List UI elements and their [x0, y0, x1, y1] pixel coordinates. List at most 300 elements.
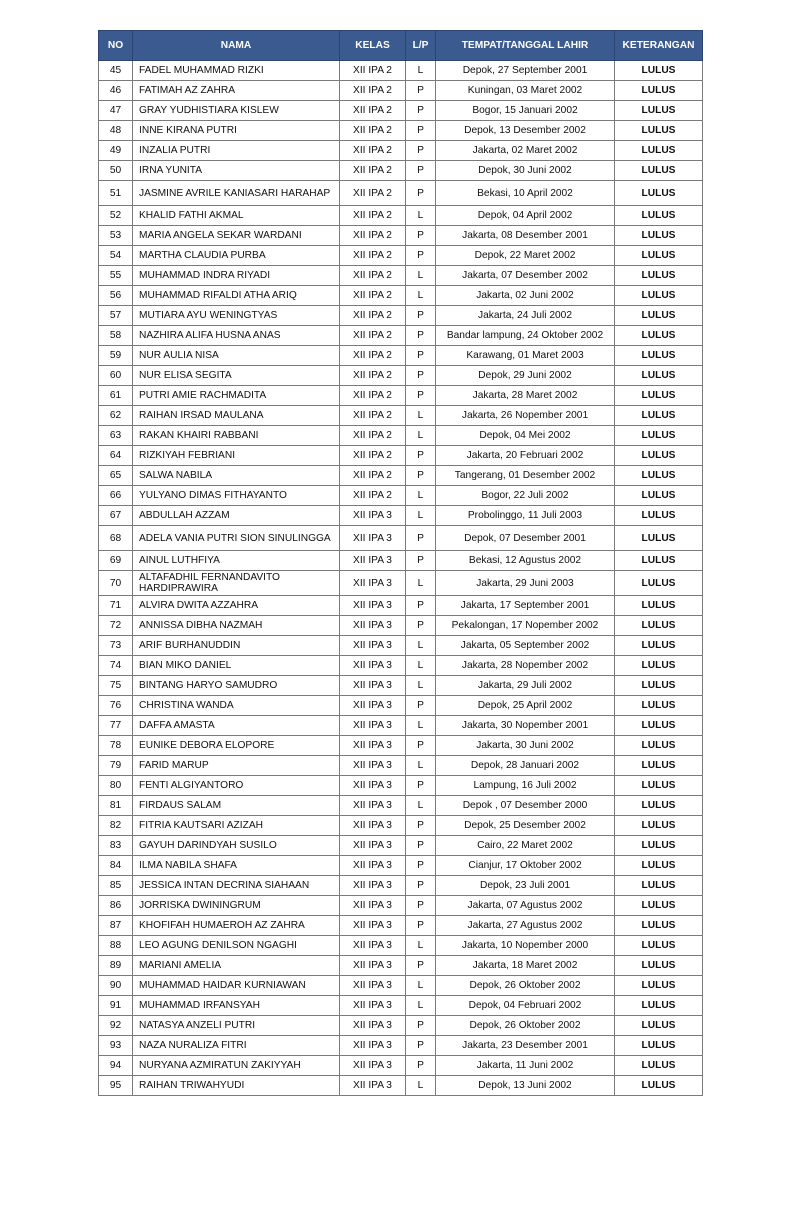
- table-row: [99, 326, 703, 346]
- cell-keterangan: LULUS: [615, 266, 703, 286]
- cell-tempat-tanggal-lahir: Depok, 25 April 2002: [436, 696, 615, 716]
- table-row: [99, 286, 703, 306]
- cell-tempat-tanggal-lahir: Jakarta, 26 Nopember 2001: [436, 406, 615, 426]
- cell-lp: L: [406, 61, 436, 81]
- header-no: NO: [99, 31, 133, 61]
- cell-kelas: XII IPA 3: [340, 656, 406, 676]
- cell-tempat-tanggal-lahir: Depok, 29 Juni 2002: [436, 366, 615, 386]
- cell-nama: EUNIKE DEBORA ELOPORE: [133, 736, 340, 756]
- cell-keterangan: LULUS: [615, 736, 703, 756]
- cell-kelas: XII IPA 3: [340, 736, 406, 756]
- cell-no: 45: [99, 61, 133, 81]
- cell-no: 64: [99, 446, 133, 466]
- cell-kelas: XII IPA 2: [340, 286, 406, 306]
- cell-lp: L: [406, 571, 436, 596]
- cell-keterangan: LULUS: [615, 696, 703, 716]
- cell-nama: DAFFA AMASTA: [133, 716, 340, 736]
- cell-no: 84: [99, 856, 133, 876]
- cell-nama: BIAN MIKO DANIEL: [133, 656, 340, 676]
- cell-keterangan: LULUS: [615, 346, 703, 366]
- header-lp: L/P: [406, 31, 436, 61]
- cell-nama: AINUL LUTHFIYA: [133, 551, 340, 571]
- cell-tempat-tanggal-lahir: Jakarta, 10 Nopember 2000: [436, 936, 615, 956]
- cell-keterangan: LULUS: [615, 616, 703, 636]
- cell-no: 88: [99, 936, 133, 956]
- cell-lp: P: [406, 386, 436, 406]
- cell-kelas: XII IPA 2: [340, 141, 406, 161]
- table-row: [99, 776, 703, 796]
- cell-lp: P: [406, 346, 436, 366]
- cell-keterangan: LULUS: [615, 326, 703, 346]
- cell-keterangan: LULUS: [615, 656, 703, 676]
- cell-kelas: XII IPA 3: [340, 756, 406, 776]
- table-row: [99, 386, 703, 406]
- cell-kelas: XII IPA 2: [340, 206, 406, 226]
- cell-kelas: XII IPA 3: [340, 526, 406, 551]
- cell-no: 79: [99, 756, 133, 776]
- cell-keterangan: LULUS: [615, 121, 703, 141]
- cell-tempat-tanggal-lahir: Depok, 22 Maret 2002: [436, 246, 615, 266]
- cell-keterangan: LULUS: [615, 101, 703, 121]
- table-row: [99, 181, 703, 206]
- cell-lp: P: [406, 366, 436, 386]
- cell-no: 61: [99, 386, 133, 406]
- cell-no: 76: [99, 696, 133, 716]
- cell-lp: P: [406, 876, 436, 896]
- cell-lp: P: [406, 736, 436, 756]
- cell-nama: GRAY YUDHISTIARA KISLEW: [133, 101, 340, 121]
- cell-kelas: XII IPA 2: [340, 386, 406, 406]
- cell-keterangan: LULUS: [615, 526, 703, 551]
- cell-tempat-tanggal-lahir: Karawang, 01 Maret 2003: [436, 346, 615, 366]
- cell-tempat-tanggal-lahir: Depok, 26 Oktober 2002: [436, 976, 615, 996]
- cell-nama: NAZA NURALIZA FITRI: [133, 1036, 340, 1056]
- cell-lp: L: [406, 756, 436, 776]
- cell-no: 86: [99, 896, 133, 916]
- cell-lp: P: [406, 81, 436, 101]
- cell-nama: PUTRI AMIE RACHMADITA: [133, 386, 340, 406]
- cell-no: 57: [99, 306, 133, 326]
- cell-tempat-tanggal-lahir: Jakarta, 27 Agustus 2002: [436, 916, 615, 936]
- cell-nama: NAZHIRA ALIFA HUSNA ANAS: [133, 326, 340, 346]
- cell-no: 82: [99, 816, 133, 836]
- cell-kelas: XII IPA 3: [340, 916, 406, 936]
- cell-lp: P: [406, 226, 436, 246]
- cell-keterangan: LULUS: [615, 996, 703, 1016]
- cell-keterangan: LULUS: [615, 181, 703, 206]
- cell-nama: KHALID FATHI AKMAL: [133, 206, 340, 226]
- cell-lp: P: [406, 101, 436, 121]
- cell-tempat-tanggal-lahir: Bogor, 15 Januari 2002: [436, 101, 615, 121]
- cell-nama: FENTI ALGIYANTORO: [133, 776, 340, 796]
- cell-lp: P: [406, 526, 436, 551]
- graduation-table: [98, 30, 703, 1096]
- table-row: [99, 506, 703, 526]
- cell-kelas: XII IPA 3: [340, 856, 406, 876]
- cell-tempat-tanggal-lahir: Jakarta, 28 Nopember 2002: [436, 656, 615, 676]
- cell-keterangan: LULUS: [615, 141, 703, 161]
- cell-kelas: XII IPA 3: [340, 1076, 406, 1096]
- cell-lp: P: [406, 856, 436, 876]
- cell-kelas: XII IPA 2: [340, 426, 406, 446]
- cell-kelas: XII IPA 3: [340, 956, 406, 976]
- cell-no: 73: [99, 636, 133, 656]
- table-row: [99, 101, 703, 121]
- cell-no: 59: [99, 346, 133, 366]
- cell-nama: FADEL MUHAMMAD RIZKI: [133, 61, 340, 81]
- table-row: [99, 551, 703, 571]
- cell-tempat-tanggal-lahir: Depok, 28 Januari 2002: [436, 756, 615, 776]
- cell-no: 83: [99, 836, 133, 856]
- cell-nama: JESSICA INTAN DECRINA SIAHAAN: [133, 876, 340, 896]
- cell-kelas: XII IPA 3: [340, 936, 406, 956]
- cell-lp: L: [406, 996, 436, 1016]
- cell-keterangan: LULUS: [615, 81, 703, 101]
- cell-keterangan: LULUS: [615, 446, 703, 466]
- cell-kelas: XII IPA 3: [340, 551, 406, 571]
- cell-tempat-tanggal-lahir: Jakarta, 07 Agustus 2002: [436, 896, 615, 916]
- cell-nama: ANNISSA DIBHA NAZMAH: [133, 616, 340, 636]
- cell-lp: L: [406, 936, 436, 956]
- cell-kelas: XII IPA 3: [340, 816, 406, 836]
- table-row: [99, 816, 703, 836]
- cell-keterangan: LULUS: [615, 976, 703, 996]
- cell-nama: SALWA NABILA: [133, 466, 340, 486]
- table-row: [99, 836, 703, 856]
- cell-tempat-tanggal-lahir: Bekasi, 12 Agustus 2002: [436, 551, 615, 571]
- cell-no: 52: [99, 206, 133, 226]
- cell-tempat-tanggal-lahir: Jakarta, 02 Maret 2002: [436, 141, 615, 161]
- table-row: [99, 796, 703, 816]
- cell-no: 72: [99, 616, 133, 636]
- cell-kelas: XII IPA 2: [340, 346, 406, 366]
- cell-lp: L: [406, 506, 436, 526]
- cell-keterangan: LULUS: [615, 1016, 703, 1036]
- cell-keterangan: LULUS: [615, 596, 703, 616]
- cell-tempat-tanggal-lahir: Tangerang, 01 Desember 2002: [436, 466, 615, 486]
- cell-tempat-tanggal-lahir: Jakarta, 17 September 2001: [436, 596, 615, 616]
- cell-keterangan: LULUS: [615, 406, 703, 426]
- cell-keterangan: LULUS: [615, 161, 703, 181]
- table-row: [99, 161, 703, 181]
- cell-nama: BINTANG HARYO SAMUDRO: [133, 676, 340, 696]
- cell-nama: MARIA ANGELA SEKAR WARDANI: [133, 226, 340, 246]
- cell-lp: L: [406, 796, 436, 816]
- cell-no: 74: [99, 656, 133, 676]
- cell-tempat-tanggal-lahir: Jakarta, 08 Desember 2001: [436, 226, 615, 246]
- table-row: [99, 571, 703, 596]
- cell-no: 63: [99, 426, 133, 446]
- cell-no: 89: [99, 956, 133, 976]
- cell-no: 67: [99, 506, 133, 526]
- cell-nama: JASMINE AVRILE KANIASARI HARAHAP: [133, 181, 340, 206]
- cell-keterangan: LULUS: [615, 936, 703, 956]
- cell-lp: L: [406, 1076, 436, 1096]
- cell-no: 66: [99, 486, 133, 506]
- header-nama: NAMA: [133, 31, 340, 61]
- cell-keterangan: LULUS: [615, 286, 703, 306]
- cell-lp: L: [406, 716, 436, 736]
- cell-keterangan: LULUS: [615, 1036, 703, 1056]
- cell-lp: L: [406, 636, 436, 656]
- cell-nama: MARTHA CLAUDIA PURBA: [133, 246, 340, 266]
- cell-no: 46: [99, 81, 133, 101]
- cell-no: 85: [99, 876, 133, 896]
- cell-kelas: XII IPA 2: [340, 226, 406, 246]
- cell-keterangan: LULUS: [615, 676, 703, 696]
- cell-keterangan: LULUS: [615, 1076, 703, 1096]
- table-row: [99, 676, 703, 696]
- cell-nama: MARIANI AMELIA: [133, 956, 340, 976]
- cell-keterangan: LULUS: [615, 776, 703, 796]
- table-row: [99, 896, 703, 916]
- table-row: [99, 936, 703, 956]
- cell-kelas: XII IPA 3: [340, 996, 406, 1016]
- cell-nama: NATASYA ANZELI PUTRI: [133, 1016, 340, 1036]
- cell-kelas: XII IPA 2: [340, 366, 406, 386]
- cell-keterangan: LULUS: [615, 486, 703, 506]
- cell-keterangan: LULUS: [615, 1056, 703, 1076]
- cell-tempat-tanggal-lahir: Jakarta, 20 Februari 2002: [436, 446, 615, 466]
- cell-tempat-tanggal-lahir: Jakarta, 23 Desember 2001: [436, 1036, 615, 1056]
- cell-tempat-tanggal-lahir: Jakarta, 29 Juni 2003: [436, 571, 615, 596]
- cell-kelas: XII IPA 3: [340, 571, 406, 596]
- cell-lp: L: [406, 286, 436, 306]
- table-row: [99, 346, 703, 366]
- table-row: [99, 996, 703, 1016]
- cell-lp: P: [406, 466, 436, 486]
- table-row: [99, 61, 703, 81]
- cell-kelas: XII IPA 3: [340, 896, 406, 916]
- cell-kelas: XII IPA 3: [340, 506, 406, 526]
- table-row: [99, 141, 703, 161]
- cell-nama: MUHAMMAD RIFALDI ATHA ARIQ: [133, 286, 340, 306]
- cell-tempat-tanggal-lahir: Jakarta, 28 Maret 2002: [436, 386, 615, 406]
- cell-lp: P: [406, 916, 436, 936]
- table-row: [99, 696, 703, 716]
- cell-nama: MUHAMMAD HAIDAR KURNIAWAN: [133, 976, 340, 996]
- cell-kelas: XII IPA 3: [340, 1056, 406, 1076]
- cell-tempat-tanggal-lahir: Cianjur, 17 Oktober 2002: [436, 856, 615, 876]
- cell-tempat-tanggal-lahir: Depok, 04 Mei 2002: [436, 426, 615, 446]
- cell-tempat-tanggal-lahir: Depok, 23 Juli 2001: [436, 876, 615, 896]
- cell-nama: ADELA VANIA PUTRI SION SINULINGGA: [133, 526, 340, 551]
- cell-lp: P: [406, 776, 436, 796]
- cell-nama: FITRIA KAUTSARI AZIZAH: [133, 816, 340, 836]
- cell-kelas: XII IPA 3: [340, 776, 406, 796]
- cell-no: 55: [99, 266, 133, 286]
- cell-keterangan: LULUS: [615, 636, 703, 656]
- cell-kelas: XII IPA 3: [340, 836, 406, 856]
- table-row: [99, 856, 703, 876]
- cell-keterangan: LULUS: [615, 206, 703, 226]
- cell-kelas: XII IPA 2: [340, 306, 406, 326]
- cell-tempat-tanggal-lahir: Jakarta, 18 Maret 2002: [436, 956, 615, 976]
- cell-no: 91: [99, 996, 133, 1016]
- table-row: [99, 466, 703, 486]
- table-row: [99, 1056, 703, 1076]
- cell-keterangan: LULUS: [615, 816, 703, 836]
- cell-tempat-tanggal-lahir: Jakarta, 11 Juni 2002: [436, 1056, 615, 1076]
- cell-no: 80: [99, 776, 133, 796]
- cell-lp: P: [406, 616, 436, 636]
- cell-keterangan: LULUS: [615, 551, 703, 571]
- cell-tempat-tanggal-lahir: Lampung, 16 Juli 2002: [436, 776, 615, 796]
- table-row: [99, 636, 703, 656]
- table-row: [99, 446, 703, 466]
- cell-no: 54: [99, 246, 133, 266]
- cell-tempat-tanggal-lahir: Jakarta, 29 Juli 2002: [436, 676, 615, 696]
- cell-tempat-tanggal-lahir: Depok, 13 Desember 2002: [436, 121, 615, 141]
- cell-kelas: XII IPA 3: [340, 1036, 406, 1056]
- cell-keterangan: LULUS: [615, 306, 703, 326]
- cell-tempat-tanggal-lahir: Bogor, 22 Juli 2002: [436, 486, 615, 506]
- cell-lp: L: [406, 486, 436, 506]
- cell-nama: GAYUH DARINDYAH SUSILO: [133, 836, 340, 856]
- cell-keterangan: LULUS: [615, 796, 703, 816]
- cell-no: 50: [99, 161, 133, 181]
- cell-kelas: XII IPA 2: [340, 406, 406, 426]
- cell-tempat-tanggal-lahir: Depok, 04 April 2002: [436, 206, 615, 226]
- table-row: [99, 1036, 703, 1056]
- cell-lp: P: [406, 246, 436, 266]
- cell-tempat-tanggal-lahir: Depok, 26 Oktober 2002: [436, 1016, 615, 1036]
- cell-kelas: XII IPA 3: [340, 976, 406, 996]
- cell-tempat-tanggal-lahir: Jakarta, 02 Juni 2002: [436, 286, 615, 306]
- cell-no: 78: [99, 736, 133, 756]
- table-row: [99, 596, 703, 616]
- cell-kelas: XII IPA 3: [340, 676, 406, 696]
- cell-keterangan: LULUS: [615, 896, 703, 916]
- cell-no: 95: [99, 1076, 133, 1096]
- cell-lp: P: [406, 446, 436, 466]
- cell-lp: P: [406, 896, 436, 916]
- cell-nama: RAKAN KHAIRI RABBANI: [133, 426, 340, 446]
- cell-no: 77: [99, 716, 133, 736]
- table-row: [99, 266, 703, 286]
- table-row: [99, 656, 703, 676]
- cell-kelas: XII IPA 3: [340, 1016, 406, 1036]
- table-row: [99, 526, 703, 551]
- table-row: [99, 121, 703, 141]
- cell-no: 81: [99, 796, 133, 816]
- cell-no: 48: [99, 121, 133, 141]
- cell-tempat-tanggal-lahir: Kuningan, 03 Maret 2002: [436, 81, 615, 101]
- cell-nama: FIRDAUS SALAM: [133, 796, 340, 816]
- cell-kelas: XII IPA 3: [340, 636, 406, 656]
- table-row: [99, 976, 703, 996]
- table-row: [99, 876, 703, 896]
- table-row: [99, 916, 703, 936]
- cell-kelas: XII IPA 2: [340, 101, 406, 121]
- cell-kelas: XII IPA 2: [340, 486, 406, 506]
- cell-tempat-tanggal-lahir: Depok, 30 Juni 2002: [436, 161, 615, 181]
- cell-lp: L: [406, 426, 436, 446]
- cell-no: 68: [99, 526, 133, 551]
- cell-tempat-tanggal-lahir: Cairo, 22 Maret 2002: [436, 836, 615, 856]
- cell-lp: P: [406, 141, 436, 161]
- table-row: [99, 736, 703, 756]
- cell-kelas: XII IPA 2: [340, 161, 406, 181]
- table-body: [99, 61, 703, 1096]
- cell-no: 69: [99, 551, 133, 571]
- cell-nama: RAIHAN IRSAD MAULANA: [133, 406, 340, 426]
- cell-nama: FATIMAH AZ ZAHRA: [133, 81, 340, 101]
- cell-nama: LEO AGUNG DENILSON NGAGHI: [133, 936, 340, 956]
- cell-kelas: XII IPA 3: [340, 596, 406, 616]
- cell-no: 49: [99, 141, 133, 161]
- table-row: [99, 246, 703, 266]
- cell-keterangan: LULUS: [615, 956, 703, 976]
- cell-no: 60: [99, 366, 133, 386]
- table-row: [99, 716, 703, 736]
- cell-kelas: XII IPA 2: [340, 61, 406, 81]
- cell-kelas: XII IPA 3: [340, 696, 406, 716]
- cell-nama: INZALIA PUTRI: [133, 141, 340, 161]
- cell-kelas: XII IPA 2: [340, 446, 406, 466]
- cell-kelas: XII IPA 2: [340, 266, 406, 286]
- cell-lp: P: [406, 1056, 436, 1076]
- cell-tempat-tanggal-lahir: Jakarta, 07 Desember 2002: [436, 266, 615, 286]
- cell-tempat-tanggal-lahir: Jakarta, 30 Nopember 2001: [436, 716, 615, 736]
- cell-no: 93: [99, 1036, 133, 1056]
- cell-nama: YULYANO DIMAS FITHAYANTO: [133, 486, 340, 506]
- table-row: [99, 81, 703, 101]
- cell-nama: ARIF BURHANUDDIN: [133, 636, 340, 656]
- header-keterangan: KETERANGAN: [615, 31, 703, 61]
- cell-tempat-tanggal-lahir: Jakarta, 24 Juli 2002: [436, 306, 615, 326]
- cell-no: 90: [99, 976, 133, 996]
- cell-nama: NUR AULIA NISA: [133, 346, 340, 366]
- cell-lp: L: [406, 406, 436, 426]
- table-row: [99, 756, 703, 776]
- cell-kelas: XII IPA 2: [340, 466, 406, 486]
- cell-no: 58: [99, 326, 133, 346]
- cell-lp: P: [406, 696, 436, 716]
- cell-keterangan: LULUS: [615, 386, 703, 406]
- cell-kelas: XII IPA 2: [340, 326, 406, 346]
- cell-nama: ALVIRA DWITA AZZAHRA: [133, 596, 340, 616]
- cell-lp: L: [406, 976, 436, 996]
- cell-nama: MUHAMMAD INDRA RIYADI: [133, 266, 340, 286]
- table-row: [99, 206, 703, 226]
- cell-tempat-tanggal-lahir: Probolinggo, 11 Juli 2003: [436, 506, 615, 526]
- cell-nama: KHOFIFAH HUMAEROH AZ ZAHRA: [133, 916, 340, 936]
- cell-lp: P: [406, 121, 436, 141]
- cell-lp: P: [406, 161, 436, 181]
- cell-kelas: XII IPA 2: [340, 121, 406, 141]
- cell-tempat-tanggal-lahir: Pekalongan, 17 Nopember 2002: [436, 616, 615, 636]
- cell-no: 92: [99, 1016, 133, 1036]
- cell-kelas: XII IPA 2: [340, 181, 406, 206]
- table-row: [99, 1076, 703, 1096]
- cell-keterangan: LULUS: [615, 61, 703, 81]
- table-row: [99, 406, 703, 426]
- cell-kelas: XII IPA 2: [340, 246, 406, 266]
- cell-nama: RAIHAN TRIWAHYUDI: [133, 1076, 340, 1096]
- cell-kelas: XII IPA 3: [340, 796, 406, 816]
- cell-lp: P: [406, 1016, 436, 1036]
- cell-nama: ILMA NABILA SHAFA: [133, 856, 340, 876]
- cell-nama: FARID MARUP: [133, 756, 340, 776]
- header-row: [99, 31, 703, 61]
- cell-no: 56: [99, 286, 133, 306]
- cell-keterangan: LULUS: [615, 506, 703, 526]
- cell-nama: NUR ELISA SEGITA: [133, 366, 340, 386]
- cell-lp: L: [406, 676, 436, 696]
- cell-nama: ALTAFADHIL FERNANDAVITO HARDIPRAWIRA: [133, 571, 340, 596]
- cell-keterangan: LULUS: [615, 466, 703, 486]
